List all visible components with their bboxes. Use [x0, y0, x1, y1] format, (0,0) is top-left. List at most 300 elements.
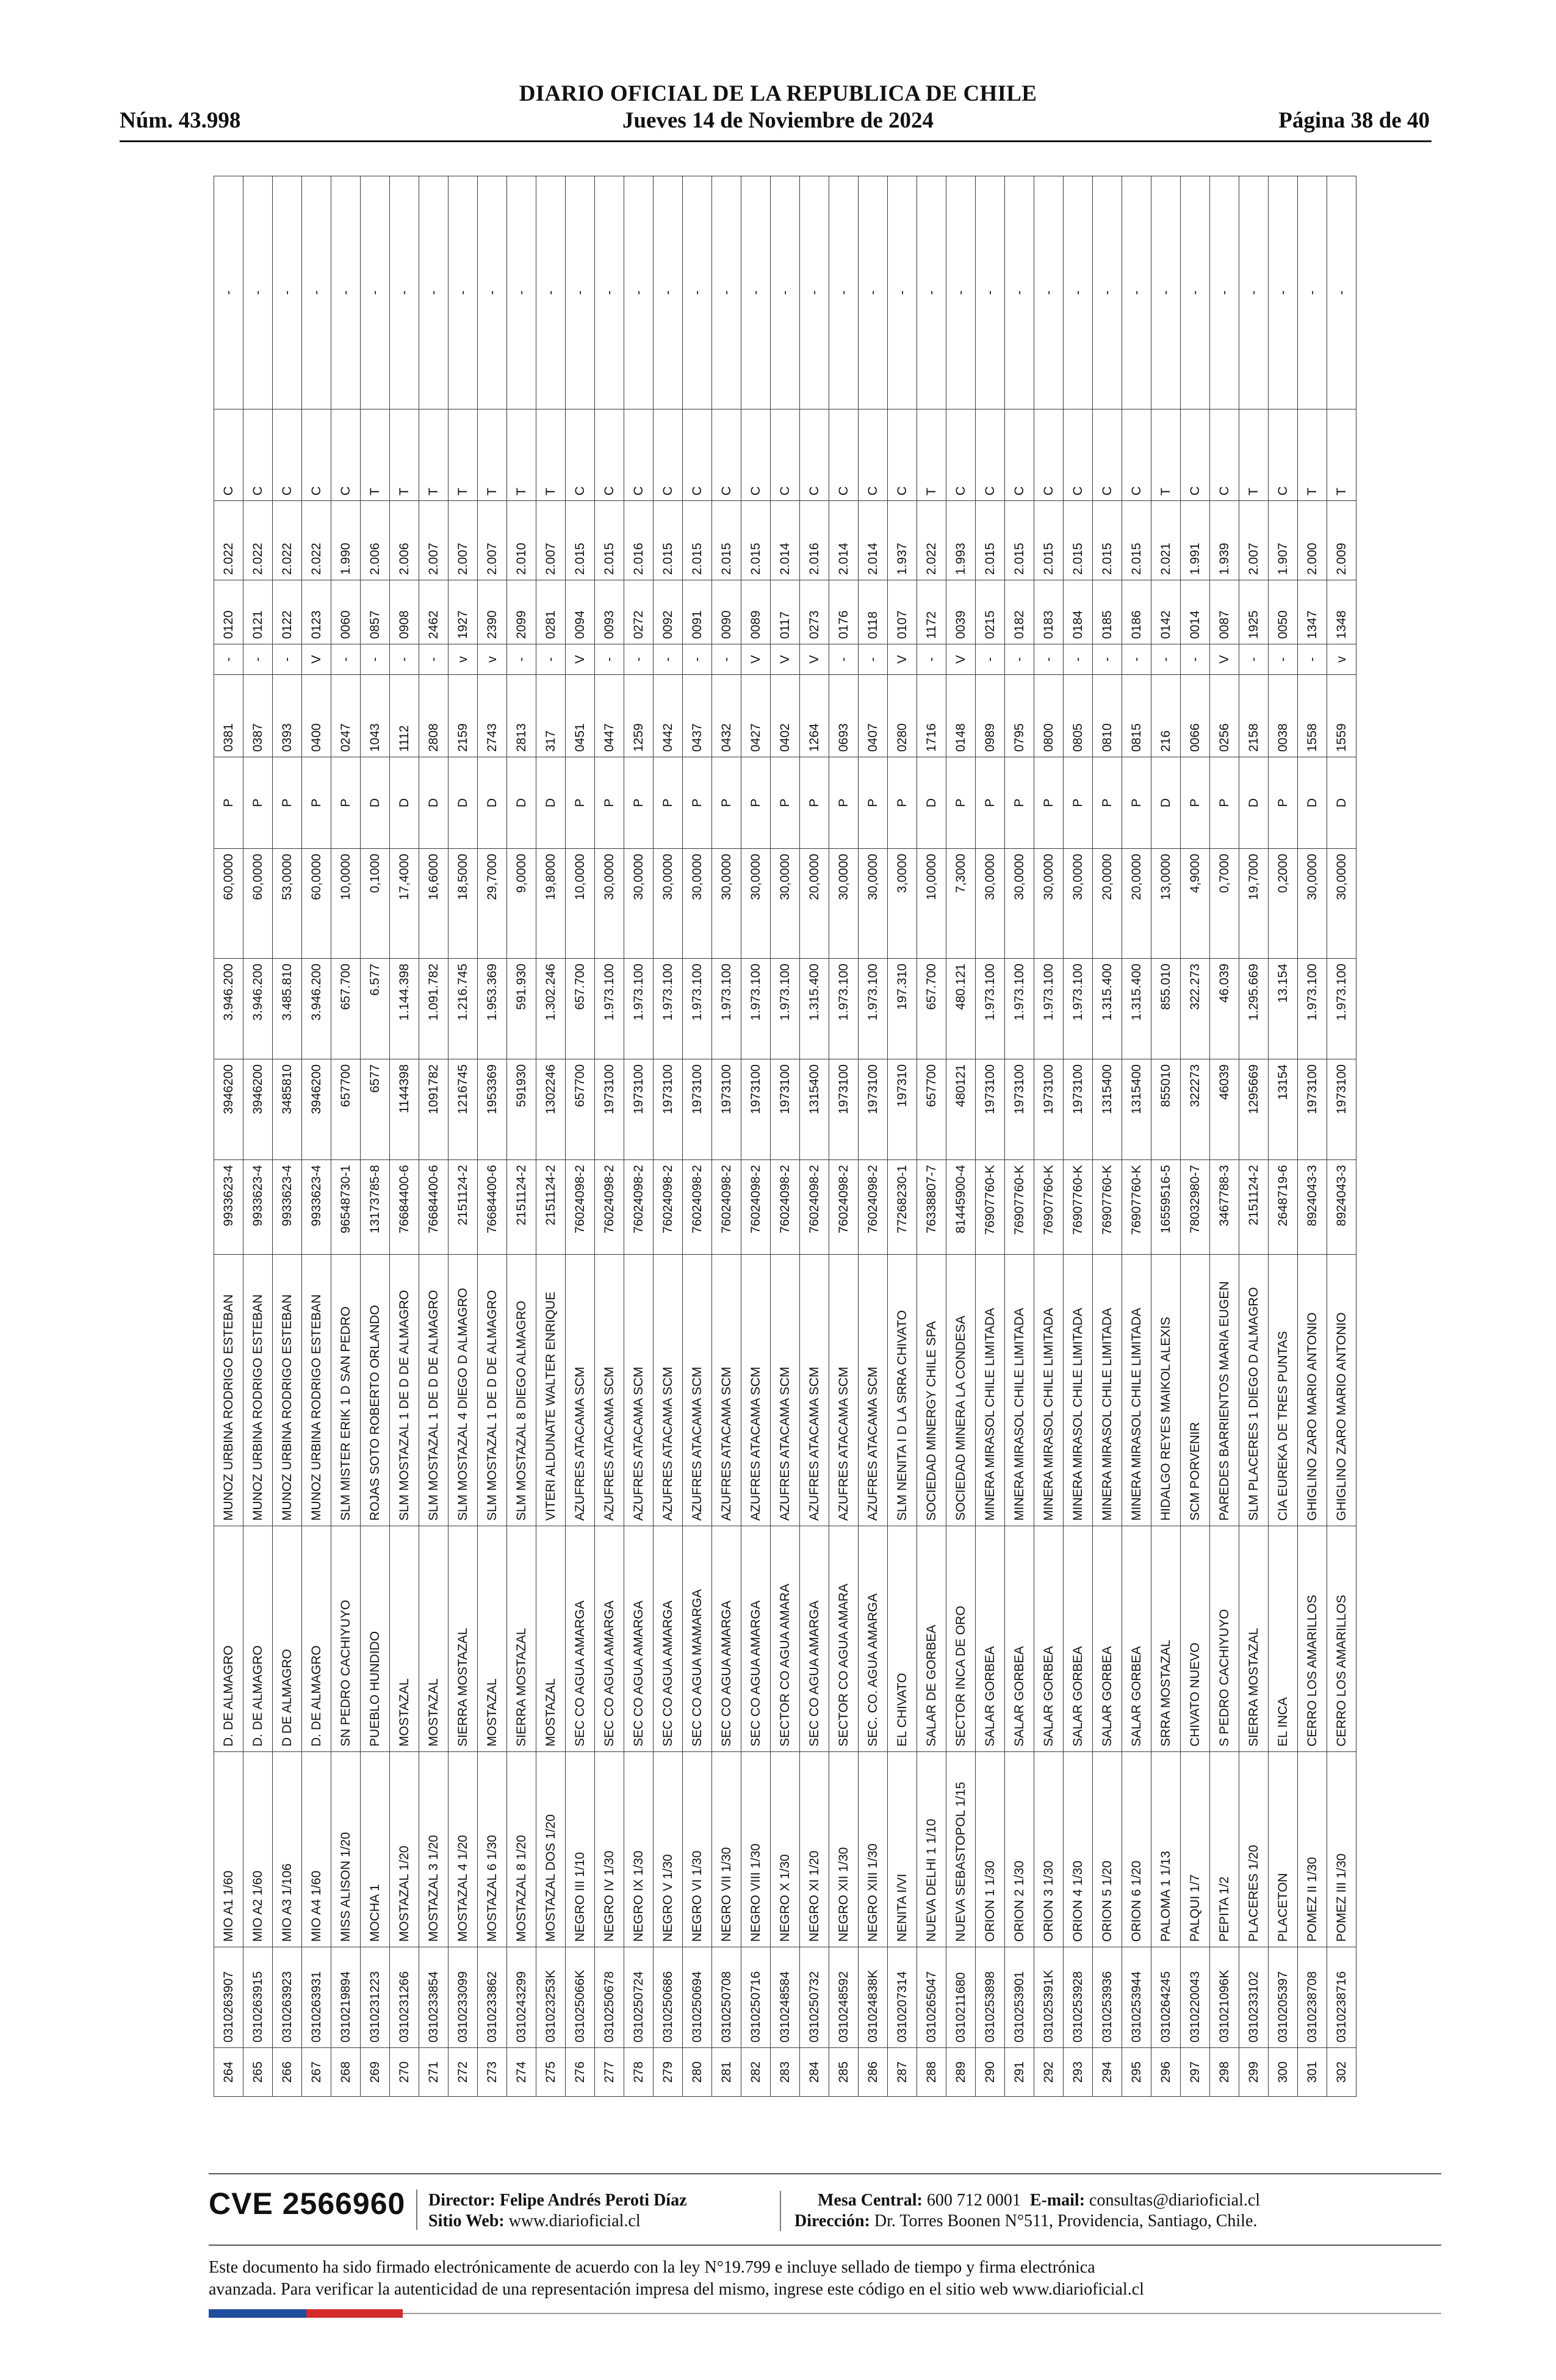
cell-year: 2.015: [712, 501, 741, 580]
cell-row-number: 272: [448, 2048, 478, 2097]
cell-rut: 81445900-4: [946, 1160, 976, 1255]
cell-hectares: 20,0000: [1093, 849, 1122, 959]
cell-value-a: 657700: [331, 1059, 361, 1160]
cell-year: 2.007: [536, 501, 566, 580]
cell-row-number: 273: [478, 2048, 507, 2097]
cell-inscription-number: 0142: [1151, 580, 1181, 644]
cell-concession-name: NEGRO III 1/10: [566, 1752, 595, 1947]
cell-concession-name: ORION 6 1/20: [1122, 1752, 1151, 1947]
cell-value-b: 1.091.782: [419, 959, 448, 1059]
cell-sector: SALAR GORBEA: [1093, 1526, 1122, 1752]
issue-number: Núm. 43.998: [120, 108, 241, 133]
table-row: [361, 176, 390, 2097]
newspaper-title: DIARIO OFICIAL DE LA REPUBLICA DE CHILE: [519, 81, 1037, 106]
cell-rut: 76907760-K: [1034, 1160, 1064, 1255]
cell-value-a: 1973100: [1005, 1059, 1034, 1160]
cell-concession-name: ORION 2 1/30: [1005, 1752, 1034, 1947]
cell-type: P: [624, 757, 654, 849]
cell-type: P: [712, 757, 741, 849]
cell-owner: MINERA MIRASOL CHILE LIMITADA: [976, 1255, 1005, 1526]
cell-year: 2.015: [683, 501, 712, 580]
cell-value-a: 3946200: [302, 1059, 331, 1160]
table-row: [1298, 176, 1327, 2097]
cell-owner: SOCIEDAD MINERA LA CONDESA: [946, 1255, 976, 1526]
cell-year: 2.007: [1239, 501, 1269, 580]
cell-row-number: 267: [302, 2048, 331, 2097]
cell-category: C: [1034, 409, 1064, 501]
cell-sector: SRRA MOSTAZAL: [1151, 1526, 1181, 1752]
website-link[interactable]: www.diarioficial.cl: [508, 2212, 641, 2230]
cell-owner: AZUFRES ATACAMA SCM: [829, 1255, 859, 1526]
cell-value-a: 1973100: [712, 1059, 741, 1160]
cell-note: -: [536, 176, 566, 409]
cell-hectares: 30,0000: [1064, 849, 1093, 959]
cell-value-a: 3485810: [273, 1059, 302, 1160]
cell-owner: SCM PORVENIR: [1181, 1255, 1210, 1526]
cell-value-a: 1315400: [1122, 1059, 1151, 1160]
cell-inscription-number: 0184: [1064, 580, 1093, 644]
cell-hectares: 60,0000: [243, 849, 273, 959]
cell-mark: -: [1093, 644, 1122, 675]
cell-sector: D. DE ALMAGRO: [214, 1526, 243, 1752]
cell-type: P: [331, 757, 361, 849]
cell-value-b: 1.216.745: [448, 959, 478, 1059]
cell-row-number: 286: [859, 2048, 888, 2097]
cell-category: T: [448, 409, 478, 501]
cell-inscription-fojas: 0451: [566, 675, 595, 757]
cell-hectares: 30,0000: [1327, 849, 1356, 959]
cell-rol-code: 0310250686: [654, 1947, 683, 2048]
cell-rut: 8924043-3: [1327, 1160, 1356, 1255]
cell-rol-code: 0310265047: [917, 1947, 946, 2048]
cell-type: D: [536, 757, 566, 849]
cell-row-number: 274: [507, 2048, 536, 2097]
cell-mark: -: [683, 644, 712, 675]
website-label: Sitio Web:: [428, 2212, 505, 2230]
cell-inscription-fojas: 2813: [507, 675, 536, 757]
cell-value-a: 13154: [1269, 1059, 1298, 1160]
cell-value-b: 1.973.100: [771, 959, 800, 1059]
cell-rol-code: 0310233854: [419, 1947, 448, 2048]
cell-inscription-number: 0087: [1210, 580, 1239, 644]
cell-hectares: 20,0000: [800, 849, 829, 959]
cell-year: 1.937: [888, 501, 917, 580]
cell-hectares: 18,5000: [448, 849, 478, 959]
cell-rut: 76024098-2: [566, 1160, 595, 1255]
cell-inscription-number: 0089: [741, 580, 771, 644]
cell-value-b: 657.700: [917, 959, 946, 1059]
cell-category: T: [478, 409, 507, 501]
cell-sector: SALAR GORBEA: [1034, 1526, 1064, 1752]
cell-hectares: 60,0000: [302, 849, 331, 959]
cell-owner: GHIGLINO ZARO MARIO ANTONIO: [1298, 1255, 1327, 1526]
cell-mark: V: [771, 644, 800, 675]
cell-hectares: 10,0000: [331, 849, 361, 959]
cell-type: P: [946, 757, 976, 849]
cell-rol-code: 0310253898: [976, 1947, 1005, 2048]
cell-year: 2.015: [976, 501, 1005, 580]
cell-rut: 76338807-7: [917, 1160, 946, 1255]
cell-rol-code: 0310264245: [1151, 1947, 1181, 2048]
table-row: [1327, 176, 1356, 2097]
cell-value-b: 1.973.100: [624, 959, 654, 1059]
cell-mark: -: [1151, 644, 1181, 675]
cell-mark: -: [536, 644, 566, 675]
cell-hectares: 17,4000: [390, 849, 419, 959]
cell-rut: 9933623-4: [214, 1160, 243, 1255]
cell-category: T: [1151, 409, 1181, 501]
cell-rol-code: 0310250678: [595, 1947, 624, 2048]
cell-year: 2.009: [1327, 501, 1356, 580]
cell-inscription-number: 2462: [419, 580, 448, 644]
cell-concession-name: MOSTAZAL 1/20: [390, 1752, 419, 1947]
cell-type: D: [478, 757, 507, 849]
cell-value-b: 1.973.100: [683, 959, 712, 1059]
cell-value-b: 3.485.810: [273, 959, 302, 1059]
cell-concession-name: NEGRO X 1/30: [771, 1752, 800, 1947]
cell-inscription-number: 2099: [507, 580, 536, 644]
cell-owner: AZUFRES ATACAMA SCM: [624, 1255, 654, 1526]
cell-sector: CHIVATO NUEVO: [1181, 1526, 1210, 1752]
cell-row-number: 289: [946, 2048, 976, 2097]
cell-inscription-fojas: 0447: [595, 675, 624, 757]
cell-category: T: [917, 409, 946, 501]
cell-inscription-number: 1347: [1298, 580, 1327, 644]
cell-category: C: [800, 409, 829, 501]
cell-value-a: 1973100: [654, 1059, 683, 1160]
cell-sector: SALAR GORBEA: [976, 1526, 1005, 1752]
cell-sector: MOSTAZAL: [419, 1526, 448, 1752]
table-row: [1239, 176, 1269, 2097]
cell-rut: 76684400-6: [390, 1160, 419, 1255]
cell-hectares: 3,0000: [888, 849, 917, 959]
cell-type: P: [888, 757, 917, 849]
cell-mark: -: [1239, 644, 1269, 675]
cell-hectares: 0,7000: [1210, 849, 1239, 959]
cell-year: 2.007: [448, 501, 478, 580]
cell-value-b: 480.121: [946, 959, 976, 1059]
cell-rut: 76024098-2: [800, 1160, 829, 1255]
cell-value-a: 3946200: [214, 1059, 243, 1160]
cell-note: -: [712, 176, 741, 409]
cell-value-b: 1.144.398: [390, 959, 419, 1059]
cell-hectares: 53,0000: [273, 849, 302, 959]
cell-note: -: [566, 176, 595, 409]
cell-concession-name: NEGRO XIII 1/30: [859, 1752, 888, 1947]
cell-category: T: [1239, 409, 1269, 501]
table-row: [507, 176, 536, 2097]
cell-year: 2.015: [1005, 501, 1034, 580]
cell-mark: -: [214, 644, 243, 675]
cell-inscription-number: 0123: [302, 580, 331, 644]
cell-inscription-fojas: 0393: [273, 675, 302, 757]
cell-year: 2.015: [654, 501, 683, 580]
cell-year: 2.022: [302, 501, 331, 580]
cell-owner: CIA EUREKA DE TRES PUNTAS: [1269, 1255, 1298, 1526]
cell-mark: v: [478, 644, 507, 675]
cell-inscription-number: 0281: [536, 580, 566, 644]
cell-owner: SOCIEDAD MINERGY CHILE SPA: [917, 1255, 946, 1526]
cell-value-a: 1973100: [771, 1059, 800, 1160]
cell-rol-code: 031025066K: [566, 1947, 595, 2048]
cell-type: D: [507, 757, 536, 849]
concessions-table-rotated: [214, 176, 1349, 2097]
cell-rol-code: 0310253928: [1064, 1947, 1093, 2048]
table-row: [448, 176, 478, 2097]
cell-inscription-fojas: 1264: [800, 675, 829, 757]
cell-note: -: [595, 176, 624, 409]
cell-year: 2.006: [390, 501, 419, 580]
cell-mark: -: [1269, 644, 1298, 675]
website-line: [428, 2212, 641, 2231]
cell-type: P: [214, 757, 243, 849]
cell-type: P: [243, 757, 273, 849]
cell-concession-name: MISS ALISON 1/20: [331, 1752, 361, 1947]
cell-owner: SLM MOSTAZAL 8 DIEGO ALMAGRO: [507, 1255, 536, 1526]
cell-category: C: [624, 409, 654, 501]
cell-sector: SIERRA MOSTAZAL: [1239, 1526, 1269, 1752]
cell-note: -: [683, 176, 712, 409]
cell-row-number: 292: [1034, 2048, 1064, 2097]
cell-inscription-fojas: 2743: [478, 675, 507, 757]
cell-owner: MINERA MIRASOL CHILE LIMITADA: [1034, 1255, 1064, 1526]
cell-value-b: 1.302.246: [536, 959, 566, 1059]
cell-owner: VITERI ALDUNATE WALTER ENRIQUE: [536, 1255, 566, 1526]
cell-row-number: 295: [1122, 2048, 1151, 2097]
cell-hectares: 0,1000: [361, 849, 390, 959]
cell-sector: SEC CO AGUA MAMARGA: [683, 1526, 712, 1752]
cell-type: D: [448, 757, 478, 849]
cell-concession-name: NEGRO IV 1/30: [595, 1752, 624, 1947]
cell-mark: -: [1181, 644, 1210, 675]
cell-mark: -: [1122, 644, 1151, 675]
cell-rol-code: 031024838K: [859, 1947, 888, 2048]
cell-value-b: 657.700: [566, 959, 595, 1059]
cell-hectares: 30,0000: [859, 849, 888, 959]
cell-rol-code: 0310238708: [1298, 1947, 1327, 2048]
cell-inscription-number: 0273: [800, 580, 829, 644]
cell-inscription-fojas: 0407: [859, 675, 888, 757]
cell-rut: 3467788-3: [1210, 1160, 1239, 1255]
cell-category: C: [273, 409, 302, 501]
cell-note: -: [741, 176, 771, 409]
cell-row-number: 288: [917, 2048, 946, 2097]
cell-value-b: 1.953.369: [478, 959, 507, 1059]
cell-note: -: [976, 176, 1005, 409]
cell-value-a: 46039: [1210, 1059, 1239, 1160]
cell-note: -: [273, 176, 302, 409]
cell-mark: v: [448, 644, 478, 675]
cell-rut: 76907760-K: [1093, 1160, 1122, 1255]
cell-year: 2.022: [917, 501, 946, 580]
cell-note: -: [361, 176, 390, 409]
cell-rol-code: 0310231266: [390, 1947, 419, 2048]
cell-inscription-fojas: 0800: [1034, 675, 1064, 757]
cell-category: T: [507, 409, 536, 501]
cell-owner: MUNOZ URBINA RODRIGO ESTEBAN: [243, 1255, 273, 1526]
cell-rut: 9933623-4: [273, 1160, 302, 1255]
cell-value-a: 1973100: [741, 1059, 771, 1160]
cell-note: -: [654, 176, 683, 409]
cell-concession-name: MIO A4 1/60: [302, 1752, 331, 1947]
cell-row-number: 285: [829, 2048, 859, 2097]
cell-sector: SECTOR CO AGUA AMARA: [771, 1526, 800, 1752]
cell-value-a: 1973100: [1298, 1059, 1327, 1160]
cell-note: -: [1181, 176, 1210, 409]
cell-inscription-fojas: 0148: [946, 675, 976, 757]
legal-notice-line-2: avanzada. Para verificar la autenticidad de una representación impresa del mismo, ingrese este código en el sitio web www.diarioficial.cl: [209, 2280, 1144, 2299]
cell-category: C: [1064, 409, 1093, 501]
cell-row-number: 275: [536, 2048, 566, 2097]
table-row: [976, 176, 1005, 2097]
cell-category: C: [859, 409, 888, 501]
cell-concession-name: MOSTAZAL 6 1/30: [478, 1752, 507, 1947]
cell-value-b: 6.577: [361, 959, 390, 1059]
cell-inscription-fojas: 1559: [1327, 675, 1356, 757]
cell-rol-code: 0310205397: [1269, 1947, 1298, 2048]
table-row: [1093, 176, 1122, 2097]
cell-inscription-number: 1925: [1239, 580, 1269, 644]
cell-concession-name: MIO A3 1/106: [273, 1752, 302, 1947]
table-row: [419, 176, 448, 2097]
cell-sector: SALAR GORBEA: [1122, 1526, 1151, 1752]
phone-label: Mesa Central:: [818, 2191, 923, 2210]
cell-sector: SEC CO AGUA AMARGA: [800, 1526, 829, 1752]
cell-sector: D DE ALMAGRO: [273, 1526, 302, 1752]
cell-inscription-fojas: 2808: [419, 675, 448, 757]
cell-concession-name: MOSTAZAL DOS 1/20: [536, 1752, 566, 1947]
cell-year: 2.022: [243, 501, 273, 580]
cell-mark: -: [1005, 644, 1034, 675]
cell-year: 2.015: [1093, 501, 1122, 580]
cell-inscription-fojas: 0437: [683, 675, 712, 757]
table-row: [273, 176, 302, 2097]
cell-concession-name: POMEZ II 1/30: [1298, 1752, 1327, 1947]
cell-inscription-fojas: 0381: [214, 675, 243, 757]
cell-row-number: 277: [595, 2048, 624, 2097]
cell-row-number: 300: [1269, 2048, 1298, 2097]
table-row: [741, 176, 771, 2097]
cell-type: D: [1327, 757, 1356, 849]
cell-inscription-number: 0182: [1005, 580, 1034, 644]
cell-type: P: [800, 757, 829, 849]
cell-note: -: [1298, 176, 1327, 409]
cell-rut: 78032980-7: [1181, 1160, 1210, 1255]
cell-category: C: [1005, 409, 1034, 501]
cell-inscription-fojas: 216: [1151, 675, 1181, 757]
phone-number: 600 712 0001: [926, 2191, 1021, 2210]
cell-row-number: 268: [331, 2048, 361, 2097]
cell-category: C: [566, 409, 595, 501]
cell-rol-code: 0310220043: [1181, 1947, 1210, 2048]
cell-concession-name: POMEZ III 1/30: [1327, 1752, 1356, 1947]
cell-value-a: 322273: [1181, 1059, 1210, 1160]
cell-owner: SLM PLACERES 1 DIEGO D ALMAGRO: [1239, 1255, 1269, 1526]
cell-value-a: 6577: [361, 1059, 390, 1160]
cell-hectares: 19,8000: [536, 849, 566, 959]
cell-concession-name: MOSTAZAL 4 1/20: [448, 1752, 478, 1947]
cell-row-number: 294: [1093, 2048, 1122, 2097]
cell-note: -: [302, 176, 331, 409]
cell-inscription-fojas: 317: [536, 675, 566, 757]
cell-mark: V: [946, 644, 976, 675]
cell-category: C: [1093, 409, 1122, 501]
email-link[interactable]: consultas@diarioficial.cl: [1089, 2191, 1261, 2210]
cell-sector: SEC CO AGUA AMARGA: [654, 1526, 683, 1752]
cell-row-number: 264: [214, 2048, 243, 2097]
cell-rut: 76024098-2: [654, 1160, 683, 1255]
cell-mark: -: [595, 644, 624, 675]
cell-type: D: [917, 757, 946, 849]
cell-mark: -: [419, 644, 448, 675]
cell-rut: 76024098-2: [859, 1160, 888, 1255]
table-row: [536, 176, 566, 2097]
cell-rol-code: 0310211680: [946, 1947, 976, 2048]
cell-mark: -: [1034, 644, 1064, 675]
table-row: [478, 176, 507, 2097]
cell-type: D: [419, 757, 448, 849]
cell-hectares: 60,0000: [214, 849, 243, 959]
cell-sector: MOSTAZAL: [536, 1526, 566, 1752]
cell-row-number: 283: [771, 2048, 800, 2097]
table-row: [1122, 176, 1151, 2097]
cell-inscription-fojas: 2158: [1239, 675, 1269, 757]
cell-rol-code: 0310233099: [448, 1947, 478, 2048]
cell-type: P: [302, 757, 331, 849]
cell-inscription-number: 0093: [595, 580, 624, 644]
cell-mark: -: [654, 644, 683, 675]
cell-inscription-fojas: 0815: [1122, 675, 1151, 757]
cell-owner: AZUFRES ATACAMA SCM: [800, 1255, 829, 1526]
cell-value-b: 322.273: [1181, 959, 1210, 1059]
cell-sector: D. DE ALMAGRO: [302, 1526, 331, 1752]
cell-rut: 76907760-K: [1122, 1160, 1151, 1255]
cell-year: 2.015: [1064, 501, 1093, 580]
cell-inscription-number: 1348: [1327, 580, 1356, 644]
cell-value-a: 1144398: [390, 1059, 419, 1160]
cell-value-b: 657.700: [331, 959, 361, 1059]
cell-type: D: [1151, 757, 1181, 849]
cell-mark: V: [302, 644, 331, 675]
cell-sector: SECTOR INCA DE ORO: [946, 1526, 976, 1752]
cell-type: P: [1181, 757, 1210, 849]
cell-type: P: [741, 757, 771, 849]
cell-rut: 76907760-K: [1064, 1160, 1093, 1255]
cell-rut: 76024098-2: [624, 1160, 654, 1255]
cell-value-a: 657700: [566, 1059, 595, 1160]
cell-concession-name: PLACERES 1/20: [1239, 1752, 1269, 1947]
cell-row-number: 280: [683, 2048, 712, 2097]
cell-row-number: 297: [1181, 2048, 1210, 2097]
cell-mark: V: [800, 644, 829, 675]
cell-rut: 76024098-2: [712, 1160, 741, 1255]
cell-mark: -: [712, 644, 741, 675]
cell-concession-name: NEGRO XII 1/30: [829, 1752, 859, 1947]
cell-type: P: [976, 757, 1005, 849]
cell-value-b: 1.973.100: [654, 959, 683, 1059]
table-row: [771, 176, 800, 2097]
cell-owner: MINERA MIRASOL CHILE LIMITADA: [1005, 1255, 1034, 1526]
cell-row-number: 287: [888, 2048, 917, 2097]
cell-owner: AZUFRES ATACAMA SCM: [741, 1255, 771, 1526]
cell-value-b: 46.039: [1210, 959, 1239, 1059]
cell-rol-code: 0310233102: [1239, 1947, 1269, 2048]
table-row: [595, 176, 624, 2097]
cell-inscription-number: 2390: [478, 580, 507, 644]
cell-inscription-fojas: 0256: [1210, 675, 1239, 757]
cell-row-number: 266: [273, 2048, 302, 2097]
cell-value-a: 1216745: [448, 1059, 478, 1160]
